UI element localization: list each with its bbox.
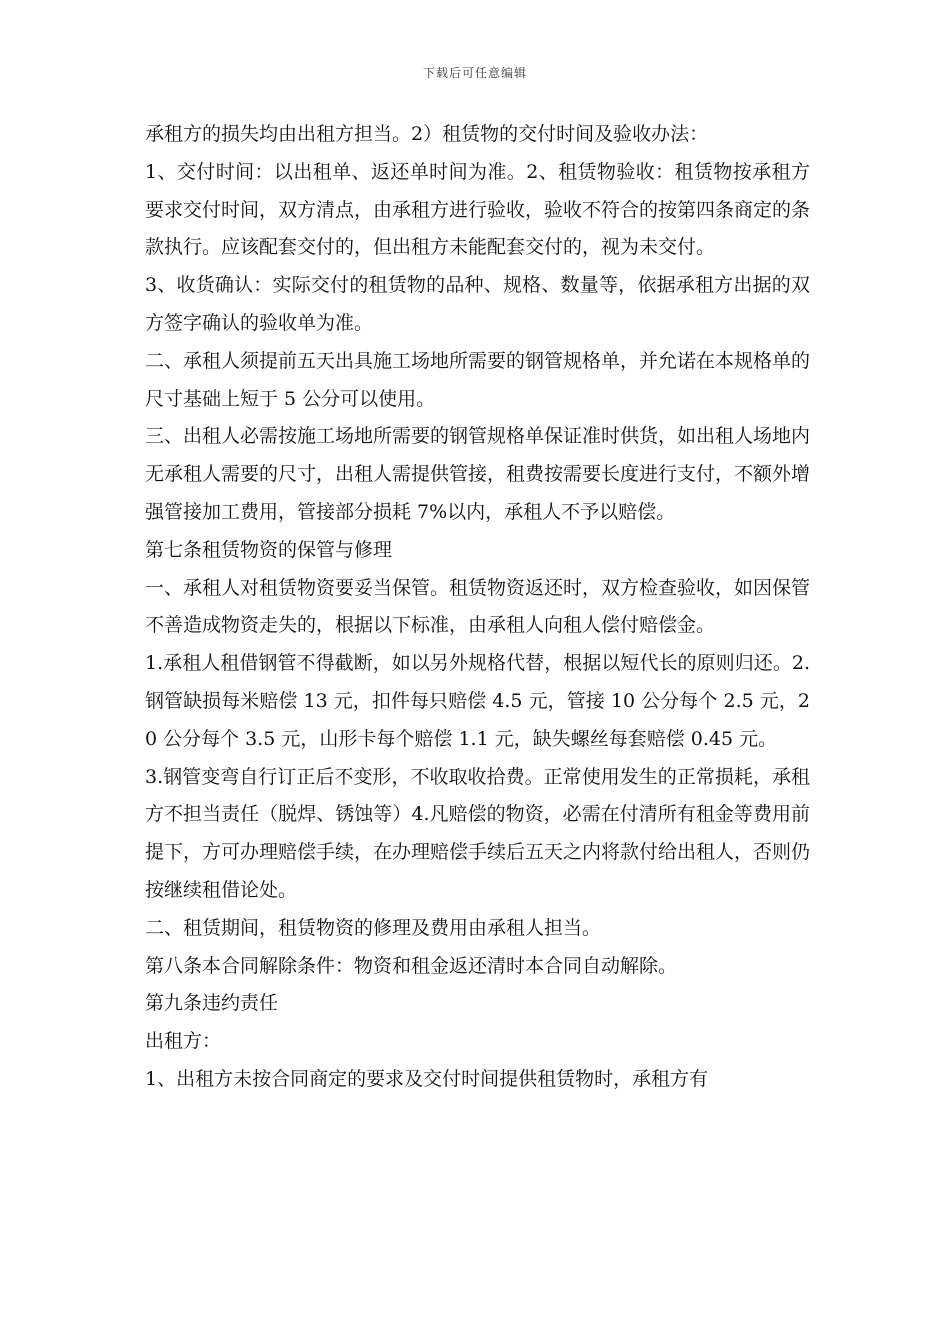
party-label: 出租方：	[145, 1030, 222, 1053]
section-heading: 第七条租赁物资的保管与修理	[145, 538, 393, 561]
paragraph: 1、出租方未按合同商定的要求及交付时间提供租赁物时，承租方有	[145, 1067, 709, 1090]
paragraph: 三、出租人必需按施工场地所需要的钢管规格单保证准时供货，如出租人场地内无承租人需要的尺寸，出租人需提供管接，租费按需要长度进行支付，不额外增强管接加工费用，管接部分损耗 7%以内，承租人不予以赔偿。	[145, 425, 811, 523]
paragraph: 二、租赁期间，租赁物资的修理及费用由承租人担当。	[145, 916, 602, 939]
paragraph: 1.承租人租借钢管不得截断，如以另外规格代替，根据以短代长的原则归还。2.钢管缺损每米赔偿 13 元，扣件每只赔偿 4.5 元，管接 10 公分每个 2.5 元，20 公分每个 3.5 元，山形卡每个赔偿 1.1 元，缺失螺丝每套赔偿 0.45 元。	[145, 652, 810, 750]
paragraph: 一、承租人对租赁物资要妥当保管。租赁物资返还时，双方检查验收，如因保管不善造成物资走失的，根据以下标准，由承租人向租人偿付赔偿金。	[145, 576, 811, 637]
paragraph: 3、收货确认：实际交付的租赁物的品种、规格、数量等，依据承租方出据的双方签字确认的验收单为准。	[145, 274, 810, 334]
paragraph: 二、承租人须提前五天出具施工场地所需要的钢管规格单，并允诺在本规格单的尺寸基础上短于 5 公分可以使用。	[145, 349, 811, 410]
paragraph: 承租方的损失均由出租方担当。2）租赁物的交付时间及验收办法：	[145, 123, 709, 145]
paragraph: 3.钢管变弯自行订正后不变形，不收取收拾费。正常使用发生的正常损耗，承租方不担当责任（脱焊、锈蚀等）4.凡赔偿的物资，必需在付清所有租金等费用前提下，方可办理赔偿手续，在办理赔偿手续后五天之内将款付给出租人，否则仍按继续租借论处。	[145, 765, 811, 901]
page-header: 下载后可任意编辑	[422, 66, 527, 80]
document-body	[145, 116, 810, 1099]
paragraph: 1、交付时间：以出租单、返还单时间为准。2、租赁物验收：租赁物按承租方要求交付时间，双方清点，由承租方进行验收，验收不符合的按第四条商定的条款执行。应该配套交付的，但出租方未能配套交付的，视为未交付。	[145, 160, 811, 259]
section-heading: 第八条本合同解除条件：物资和租金返还清时本合同自动解除。	[145, 954, 678, 977]
section-heading: 第九条违约责任	[145, 992, 279, 1015]
